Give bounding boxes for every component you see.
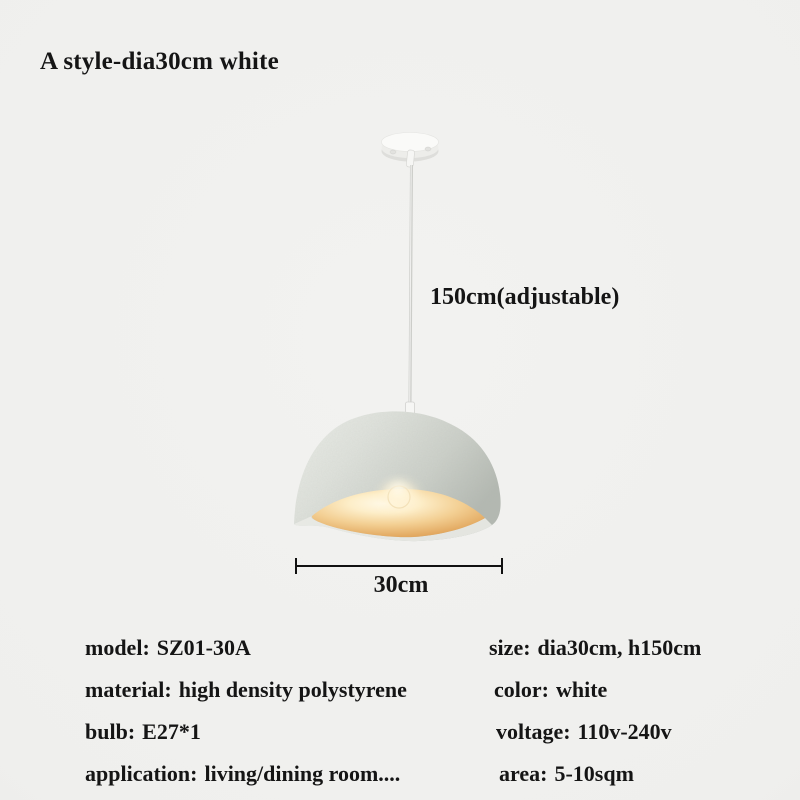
spec-value: SZ01-30A: [156, 635, 251, 660]
spec-value: white: [555, 677, 608, 702]
spec-row-voltage: [489, 711, 701, 753]
height-dimension-label: 150cm(adjustable): [430, 284, 620, 310]
bulb-filament-glow: [392, 483, 405, 496]
spec-value: living/dining room....: [204, 761, 401, 786]
spec-label: application:: [85, 761, 198, 786]
spec-label: bulb:: [85, 719, 136, 744]
spec-value: 110v-240v: [577, 719, 672, 744]
spec-row-model: [85, 627, 407, 669]
spec-value: high density polystyrene: [178, 677, 407, 702]
spec-row-material: [85, 669, 407, 711]
canopy-screw-left: [390, 150, 396, 154]
spec-value: 5-10sqm: [554, 761, 634, 786]
hanging-cord: [406, 165, 415, 415]
spec-label: area:: [499, 761, 548, 786]
spec-value: E27*1: [142, 719, 201, 744]
spec-row-application: [85, 753, 407, 795]
spec-row-area: [489, 753, 701, 795]
spec-value: dia30cm, h150cm: [537, 635, 702, 660]
ceiling-canopy: [382, 133, 439, 168]
spec-label: voltage:: [496, 719, 571, 744]
spec-label: color:: [494, 677, 549, 702]
width-dimension-label: 30cm: [373, 572, 429, 598]
spec-row-color: [489, 669, 701, 711]
cord-grip: [406, 150, 415, 168]
spec-row-bulb: [85, 711, 407, 753]
spec-label: material:: [85, 677, 172, 702]
spec-column-left: [85, 627, 407, 795]
lampshade: [294, 411, 501, 541]
spec-label: size:: [489, 635, 531, 660]
spec-column-right: [489, 627, 701, 795]
spec-label: model:: [85, 635, 150, 660]
canopy-screw-right: [425, 147, 431, 151]
spec-row-size: [489, 627, 701, 669]
variant-title: A style-dia30cm white: [40, 48, 279, 75]
